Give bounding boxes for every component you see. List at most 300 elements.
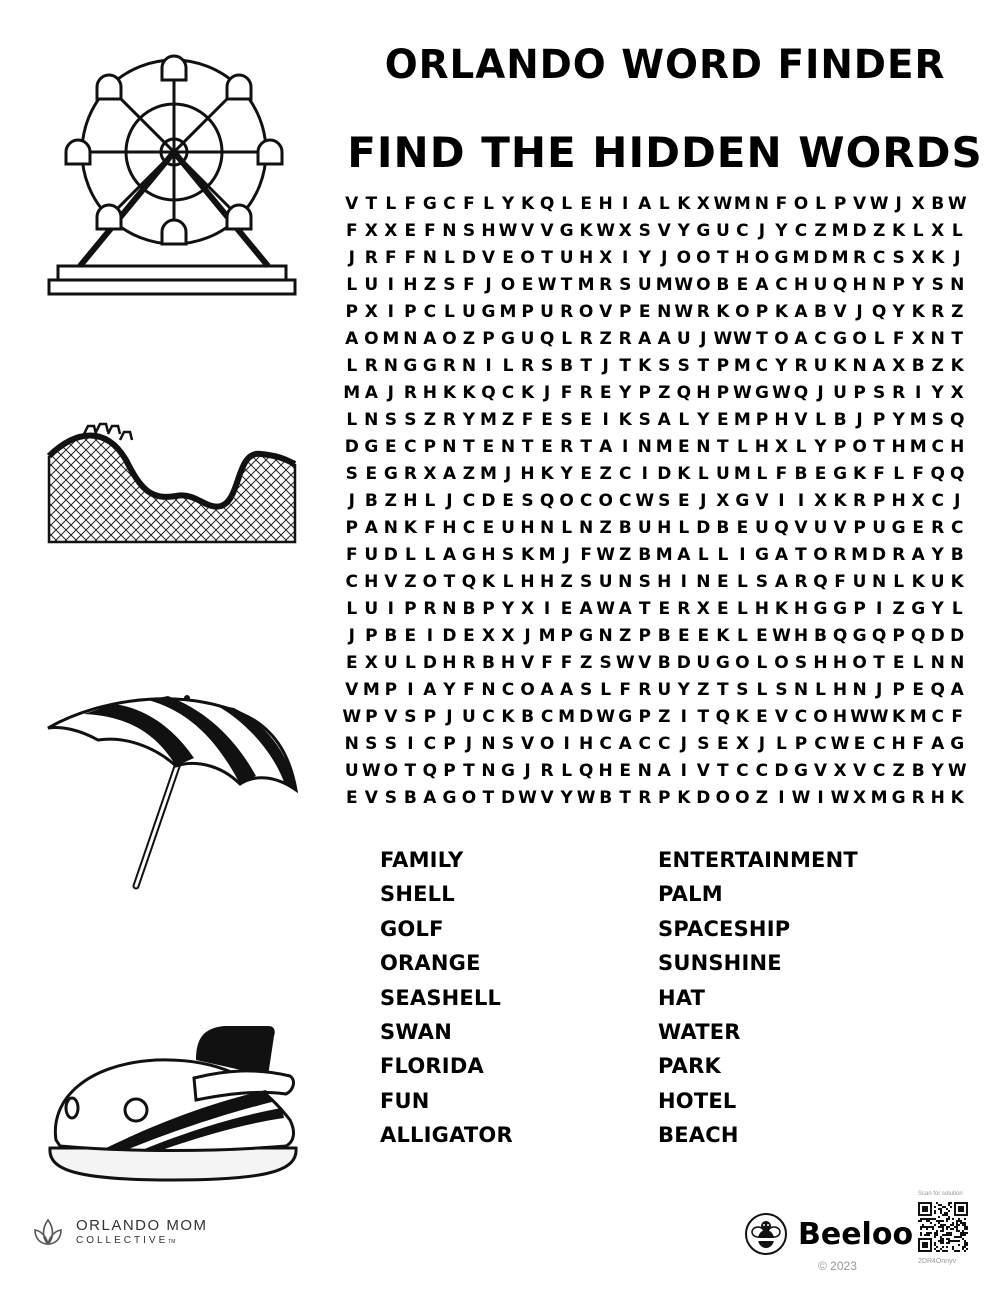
- grid-letter: L: [951, 598, 963, 619]
- grid-letter: Y: [443, 679, 456, 700]
- grid-letter: Z: [599, 517, 612, 538]
- grid-letter: E: [756, 625, 768, 646]
- grid-letter: Z: [619, 544, 632, 565]
- grid-letter: T: [541, 247, 553, 268]
- grid-letter: Y: [892, 409, 905, 430]
- grid-letter: R: [638, 787, 652, 808]
- grid-letter: N: [422, 247, 437, 268]
- grid-letter: N: [871, 274, 887, 295]
- grid-letter: S: [755, 571, 769, 592]
- grid-letter: H: [422, 382, 437, 403]
- grid-letter: N: [481, 679, 496, 700]
- grid-letter: R: [853, 247, 867, 268]
- word-list-item: BEACH: [658, 1123, 739, 1148]
- grid-letter: W: [713, 193, 733, 214]
- word-list-item: PALM: [658, 882, 723, 907]
- grid-letter: A: [423, 787, 437, 808]
- grid-letter: Z: [697, 679, 710, 700]
- grid-letter: C: [872, 733, 886, 754]
- grid-letter: O: [735, 301, 750, 322]
- grid-letter: Z: [599, 328, 612, 349]
- grid-letter: R: [931, 301, 945, 322]
- grid-letter: Y: [775, 355, 788, 376]
- grid-letter: E: [619, 760, 632, 781]
- grid-letter: Q: [813, 571, 828, 592]
- grid-letter: E: [580, 463, 592, 484]
- grid-letter: P: [365, 706, 378, 727]
- grid-letter: G: [501, 328, 515, 349]
- grid-letter: M: [909, 409, 927, 430]
- grid-letter: E: [756, 706, 768, 727]
- grid-letter: I: [407, 733, 414, 754]
- grid-letter: A: [794, 328, 808, 349]
- grid-letter: G: [403, 355, 418, 376]
- grid-letter: R: [442, 409, 456, 430]
- grid-letter: M: [733, 355, 751, 376]
- grid-letter: V: [481, 247, 496, 268]
- grid-letter: A: [911, 544, 925, 565]
- grid-letter: K: [403, 517, 417, 538]
- grid-letter: H: [403, 490, 418, 511]
- grid-letter: E: [677, 436, 690, 457]
- grid-letter: U: [813, 274, 828, 295]
- grid-letter: W: [830, 787, 850, 808]
- grid-letter: C: [404, 436, 417, 457]
- word-list-item: GOLF: [380, 916, 444, 941]
- grid-letter: K: [442, 382, 457, 403]
- ferris-wheel-icon: [44, 44, 302, 300]
- grid-letter: J: [856, 301, 863, 322]
- grid-letter: Z: [658, 706, 671, 727]
- grid-letter: S: [384, 787, 397, 808]
- grid-letter: C: [794, 220, 808, 241]
- word-search-grid: [342, 190, 967, 811]
- grid-letter: U: [637, 517, 652, 538]
- grid-letter: W: [733, 382, 752, 403]
- grid-letter: P: [638, 625, 651, 646]
- grid-letter: F: [619, 679, 632, 700]
- grid-row: [342, 379, 967, 406]
- word-list-item: SWAN: [380, 1019, 452, 1044]
- grid-letter: T: [619, 787, 631, 808]
- grid-letter: P: [423, 706, 437, 727]
- grid-letter: E: [502, 490, 514, 511]
- grid-letter: Y: [931, 760, 944, 781]
- grid-letter: C: [540, 706, 554, 727]
- grid-letter: J: [954, 247, 961, 268]
- grid-row: [342, 217, 967, 244]
- grid-letter: L: [404, 544, 416, 565]
- grid-letter: R: [892, 382, 906, 403]
- word-list-item: FAMILY: [380, 848, 464, 872]
- grid-letter: L: [912, 220, 924, 241]
- grid-letter: R: [892, 544, 906, 565]
- grid-letter: U: [657, 679, 672, 700]
- grid-letter: Q: [832, 625, 848, 646]
- grid-letter: V: [384, 571, 398, 592]
- grid-letter: L: [404, 652, 416, 673]
- grid-letter: W: [772, 382, 791, 403]
- grid-letter: P: [853, 517, 866, 538]
- grid-letter: X: [911, 490, 925, 511]
- grid-letter: T: [365, 193, 378, 214]
- grid-letter: S: [638, 220, 651, 241]
- beach-umbrella-icon: [44, 690, 302, 894]
- grid-letter: Z: [619, 625, 632, 646]
- grid-letter: H: [539, 571, 555, 592]
- grid-letter: I: [563, 733, 570, 754]
- grid-letter: W: [596, 220, 616, 241]
- grid-letter: H: [520, 463, 535, 484]
- grid-letter: Q: [871, 301, 887, 322]
- grid-letter: X: [520, 598, 535, 619]
- grid-letter: X: [911, 328, 925, 349]
- grid-letter: Y: [619, 382, 632, 403]
- grid-row: [342, 460, 967, 487]
- grid-letter: J: [758, 220, 766, 241]
- grid-letter: A: [442, 463, 456, 484]
- grid-letter: B: [657, 625, 671, 646]
- grid-letter: K: [677, 787, 691, 808]
- grid-letter: K: [852, 463, 867, 484]
- grid-letter: L: [678, 517, 690, 538]
- grid-letter: G: [559, 220, 574, 241]
- grid-letter: C: [950, 517, 964, 538]
- grid-letter: S: [638, 571, 651, 592]
- qr-caption: Scan for solution: [918, 1191, 963, 1197]
- grid-letter: L: [815, 679, 826, 700]
- grid-letter: Q: [793, 382, 809, 403]
- grid-letter: A: [540, 679, 554, 700]
- grid-letter: D: [579, 706, 594, 727]
- grid-letter: M: [558, 706, 576, 727]
- grid-letter: P: [404, 598, 417, 619]
- grid-letter: P: [365, 625, 378, 646]
- grid-letter: H: [696, 382, 711, 403]
- grid-letter: H: [481, 220, 496, 241]
- grid-letter: B: [657, 652, 671, 673]
- grid-letter: P: [853, 598, 866, 619]
- grid-letter: N: [461, 355, 477, 376]
- grid-letter: O: [442, 328, 457, 349]
- grid-letter: I: [797, 490, 805, 511]
- page-subtitle: FIND THE HIDDEN WORDS: [347, 128, 983, 177]
- grid-letter: H: [754, 436, 770, 457]
- grid-letter: I: [680, 571, 687, 592]
- grid-letter: Q: [539, 193, 555, 214]
- grid-letter: N: [442, 436, 457, 457]
- grid-letter: G: [754, 544, 769, 565]
- grid-letter: Z: [872, 220, 886, 241]
- grid-letter: J: [700, 490, 707, 511]
- grid-row: [342, 649, 967, 676]
- grid-letter: F: [951, 706, 964, 727]
- grid-letter: A: [423, 679, 437, 700]
- grid-letter: S: [443, 274, 456, 295]
- grid-letter: G: [579, 625, 594, 646]
- grid-letter: O: [520, 679, 535, 700]
- grid-letter: Q: [461, 571, 477, 592]
- grid-letter: S: [501, 544, 515, 565]
- grid-letter: S: [658, 355, 671, 376]
- grid-letter: A: [599, 436, 613, 457]
- grid-letter: Y: [677, 220, 690, 241]
- grid-letter: B: [482, 652, 495, 673]
- grid-letter: J: [661, 247, 668, 268]
- grid-letter: V: [520, 652, 535, 673]
- grid-letter: U: [715, 220, 730, 241]
- grid-letter: H: [442, 652, 457, 673]
- grid-letter: P: [345, 517, 358, 538]
- grid-letter: T: [482, 787, 495, 808]
- grid-letter: K: [677, 193, 691, 214]
- grid-letter: C: [814, 328, 827, 349]
- grid-row: [342, 622, 967, 649]
- grid-letter: E: [541, 436, 553, 457]
- grid-letter: J: [446, 490, 453, 511]
- grid-letter: Z: [814, 220, 827, 241]
- roller-coaster-icon: [46, 420, 298, 546]
- grid-letter: R: [442, 355, 456, 376]
- grid-letter: X: [364, 301, 378, 322]
- grid-letter: B: [638, 544, 652, 565]
- grid-letter: L: [346, 598, 358, 619]
- grid-letter: I: [602, 409, 609, 430]
- grid-letter: V: [852, 193, 867, 214]
- grid-letter: J: [700, 328, 707, 349]
- grid-letter: U: [364, 544, 379, 565]
- grid-letter: I: [387, 274, 394, 295]
- grid-letter: R: [911, 787, 925, 808]
- grid-letter: Y: [931, 382, 944, 403]
- grid-letter: R: [364, 247, 378, 268]
- grid-letter: B: [814, 301, 827, 322]
- grid-letter: D: [696, 787, 711, 808]
- grid-letter: T: [638, 598, 651, 619]
- grid-letter: U: [813, 355, 828, 376]
- grid-letter: O: [813, 544, 828, 565]
- grid-letter: K: [501, 706, 515, 727]
- grid-letter: B: [833, 409, 847, 430]
- grid-letter: S: [892, 247, 905, 268]
- grid-letter: S: [404, 706, 417, 727]
- grid-letter: K: [950, 355, 964, 376]
- word-list-right: [658, 848, 858, 1158]
- grid-letter: U: [462, 301, 476, 322]
- grid-letter: F: [463, 274, 475, 295]
- grid-letter: L: [561, 193, 573, 214]
- grid-letter: I: [407, 679, 414, 700]
- grid-letter: X: [931, 220, 945, 241]
- grid-letter: C: [501, 382, 515, 403]
- grid-letter: K: [774, 301, 789, 322]
- grid-letter: W: [596, 598, 616, 619]
- grid-letter: L: [873, 328, 885, 349]
- grid-letter: F: [463, 193, 475, 214]
- grid-letter: S: [931, 274, 944, 295]
- grid-letter: V: [520, 220, 535, 241]
- grid-letter: O: [852, 328, 867, 349]
- grid-letter: O: [578, 301, 594, 322]
- grid-letter: E: [482, 436, 495, 457]
- grid-letter: U: [501, 517, 515, 538]
- grid-letter: T: [717, 247, 729, 268]
- word-list-item: FUN: [380, 1088, 430, 1113]
- grid-letter: I: [778, 490, 785, 511]
- grid-letter: G: [715, 652, 730, 673]
- qr-code-icon[interactable]: [918, 1202, 968, 1252]
- grid-letter: H: [735, 247, 750, 268]
- grid-letter: S: [384, 409, 397, 430]
- grid-letter: H: [500, 652, 516, 673]
- grid-letter: W: [772, 625, 791, 646]
- grid-letter: Q: [774, 517, 789, 538]
- grid-letter: H: [832, 652, 848, 673]
- grid-letter: T: [443, 571, 456, 592]
- grid-letter: M: [538, 625, 556, 646]
- grid-letter: J: [524, 625, 531, 646]
- grid-letter: H: [598, 760, 613, 781]
- grid-letter: U: [462, 706, 476, 727]
- grid-letter: A: [560, 679, 574, 700]
- grid-letter: E: [638, 301, 651, 322]
- copyright-text: © 2023: [818, 1259, 857, 1273]
- grid-letter: W: [869, 193, 889, 214]
- orlando-mom-line: ORLANDO MOM: [76, 1217, 208, 1234]
- grid-letter: J: [465, 733, 473, 754]
- grid-letter: S: [775, 679, 788, 700]
- grid-letter: E: [580, 193, 592, 214]
- grid-letter: I: [543, 598, 551, 619]
- grid-letter: V: [794, 409, 808, 430]
- grid-letter: V: [696, 760, 710, 781]
- grid-letter: X: [384, 220, 398, 241]
- grid-letter: E: [404, 625, 417, 646]
- grid-letter: P: [482, 598, 495, 619]
- grid-letter: C: [618, 490, 632, 511]
- word-list-item: SPACESHIP: [658, 916, 791, 941]
- grid-letter: U: [364, 274, 379, 295]
- grid-letter: F: [463, 679, 475, 700]
- grid-letter: S: [345, 463, 358, 484]
- grid-letter: V: [540, 787, 554, 808]
- grid-letter: Z: [462, 328, 476, 349]
- grid-letter: L: [561, 760, 573, 781]
- grid-letter: I: [641, 463, 648, 484]
- grid-letter: E: [717, 598, 729, 619]
- grid-letter: G: [774, 247, 789, 268]
- grid-letter: A: [657, 328, 671, 349]
- grid-letter: E: [717, 733, 729, 754]
- grid-letter: A: [657, 409, 671, 430]
- grid-letter: I: [778, 787, 785, 808]
- grid-letter: G: [794, 760, 808, 781]
- grid-letter: V: [599, 301, 613, 322]
- grid-letter: M: [362, 679, 380, 700]
- grid-letter: X: [696, 193, 710, 214]
- grid-letter: M: [343, 382, 361, 403]
- grid-row: [342, 271, 967, 298]
- grid-letter: R: [423, 598, 437, 619]
- grid-letter: L: [385, 193, 397, 214]
- grid-letter: T: [756, 328, 768, 349]
- grid-letter: S: [365, 733, 378, 754]
- grid-letter: V: [364, 787, 378, 808]
- grid-letter: G: [833, 328, 848, 349]
- grid-letter: H: [891, 733, 906, 754]
- grid-letter: P: [833, 193, 847, 214]
- grid-letter: V: [345, 193, 359, 214]
- grid-letter: R: [521, 355, 535, 376]
- grid-row: [342, 406, 967, 433]
- grid-letter: X: [716, 490, 730, 511]
- grid-letter: Z: [423, 274, 437, 295]
- grid-row: [342, 298, 967, 325]
- grid-letter: E: [521, 274, 534, 295]
- grid-letter: L: [912, 652, 924, 673]
- grid-letter: L: [756, 652, 768, 673]
- grid-letter: C: [931, 436, 944, 457]
- grid-letter: T: [463, 436, 475, 457]
- page-title: ORLANDO WORD FINDER: [384, 42, 946, 88]
- grid-row: [342, 595, 967, 622]
- grid-row: [342, 784, 967, 811]
- grid-letter: I: [387, 598, 394, 619]
- grid-letter: G: [364, 436, 379, 457]
- grid-letter: T: [717, 760, 729, 781]
- grid-letter: Z: [599, 463, 612, 484]
- word-list-item: ALLIGATOR: [380, 1123, 513, 1148]
- grid-letter: S: [540, 355, 554, 376]
- grid-letter: R: [931, 517, 945, 538]
- grid-letter: S: [736, 679, 749, 700]
- grid-letter: Q: [950, 409, 965, 430]
- grid-letter: D: [696, 517, 711, 538]
- grid-letter: T: [717, 679, 729, 700]
- grid-letter: O: [461, 787, 477, 808]
- grid-letter: W: [576, 787, 596, 808]
- grid-letter: K: [735, 706, 749, 727]
- grid-letter: B: [794, 463, 808, 484]
- grid-letter: S: [619, 274, 632, 295]
- bee-icon: [744, 1212, 788, 1256]
- grid-letter: V: [755, 490, 769, 511]
- grid-letter: T: [951, 328, 964, 349]
- grid-letter: J: [387, 382, 394, 403]
- grid-letter: T: [521, 436, 534, 457]
- grid-letter: H: [520, 517, 535, 538]
- grid-letter: V: [852, 760, 867, 781]
- grid-letter: L: [756, 679, 768, 700]
- grid-letter: E: [599, 382, 612, 403]
- grid-letter: D: [852, 220, 867, 241]
- word-list-item: ORANGE: [380, 951, 481, 976]
- orlando-mom-collective-logo: [32, 1216, 208, 1248]
- grid-letter: P: [638, 706, 651, 727]
- grid-letter: W: [498, 220, 518, 241]
- grid-letter: B: [950, 544, 964, 565]
- grid-letter: W: [361, 760, 381, 781]
- grid-letter: I: [875, 598, 883, 619]
- grid-letter: J: [524, 760, 531, 781]
- grid-letter: C: [736, 760, 749, 781]
- grid-letter: P: [892, 625, 905, 646]
- grid-letter: N: [383, 355, 398, 376]
- word-list-item: SUNSHINE: [658, 951, 782, 976]
- grid-letter: S: [521, 490, 534, 511]
- grid-letter: A: [579, 598, 593, 619]
- grid-letter: C: [345, 571, 358, 592]
